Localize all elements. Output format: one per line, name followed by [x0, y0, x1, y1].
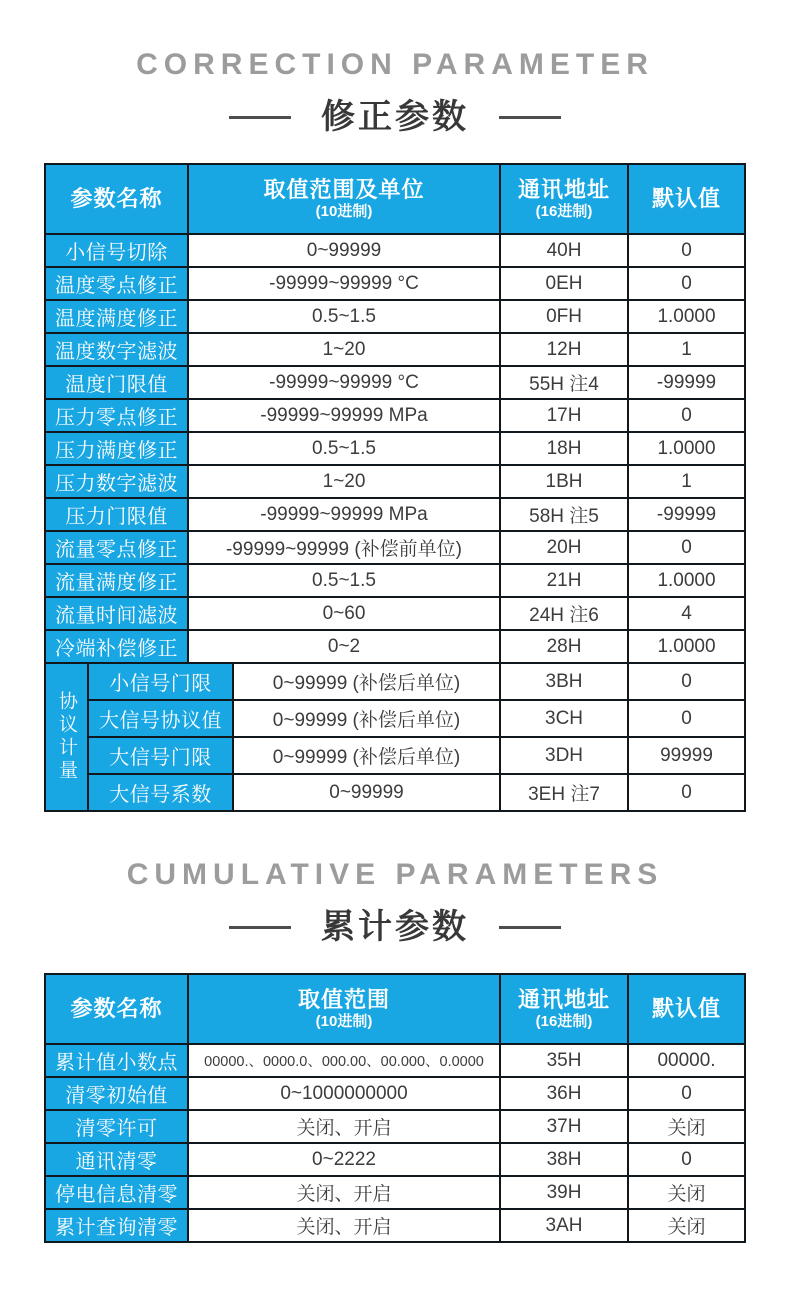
table-row — [45, 366, 745, 399]
param-name-cell: 通讯清零 — [45, 1143, 188, 1176]
address-cell: 55H 注4 — [500, 366, 628, 399]
param-name-cell: 清零许可 — [45, 1110, 188, 1143]
range-cell: 0~60 — [188, 597, 500, 630]
table-row — [45, 630, 745, 663]
table-row — [45, 267, 745, 300]
address-cell: 3CH — [500, 700, 628, 737]
table-row — [45, 774, 745, 811]
table-row — [45, 737, 745, 774]
range-cell: 00000.、0000.0、000.00、00.000、0.0000 — [188, 1044, 500, 1077]
col-header-range — [188, 164, 500, 234]
range-cell: 0~2 — [188, 630, 500, 663]
address-cell: 21H — [500, 564, 628, 597]
range-cell: 0.5~1.5 — [188, 564, 500, 597]
col-header-address-line2: (16进制) — [535, 203, 593, 221]
param-name-cell: 压力数字滤波 — [45, 465, 188, 498]
param-name-cell: 小信号切除 — [45, 234, 188, 267]
address-cell: 17H — [500, 399, 628, 432]
title-dash-left — [229, 926, 291, 929]
default-cell: -99999 — [628, 366, 745, 399]
table-row — [45, 465, 745, 498]
address-cell: 37H — [500, 1110, 628, 1143]
col-header-address-line1: 通讯地址 — [518, 176, 611, 202]
correction-table-header — [45, 164, 745, 234]
table-row — [45, 564, 745, 597]
col-header-name — [45, 164, 188, 234]
range-cell: 0.5~1.5 — [188, 432, 500, 465]
correction-title-zh: 修正参数 — [321, 98, 469, 136]
address-cell: 3DH — [500, 737, 628, 774]
col-header-default — [628, 164, 745, 234]
col-header-default-label: 默认值 — [652, 185, 722, 211]
default-cell: 0 — [628, 267, 745, 300]
table-row — [45, 700, 745, 737]
address-cell: 35H — [500, 1044, 628, 1077]
table-row — [45, 399, 745, 432]
default-cell: 关闭 — [628, 1110, 745, 1143]
table-row — [45, 663, 745, 700]
address-cell: 3EH 注7 — [500, 774, 628, 811]
col-header-address-line2: (16进制) — [535, 1013, 593, 1031]
range-cell: 关闭、开启 — [188, 1176, 500, 1209]
table-row — [45, 1143, 745, 1176]
range-cell: -99999~99999 °C — [188, 366, 500, 399]
default-cell: 0 — [628, 531, 745, 564]
param-name-cell: 压力满度修正 — [45, 432, 188, 465]
correction-title-zh-row — [0, 97, 790, 137]
address-cell: 58H 注5 — [500, 498, 628, 531]
range-cell: -99999~99999 MPa — [188, 498, 500, 531]
table-row — [45, 597, 745, 630]
range-cell: 0~99999 — [188, 234, 500, 267]
correction-table — [44, 163, 746, 812]
address-cell: 24H 注6 — [500, 597, 628, 630]
group-label-cell: 协议计量 — [45, 663, 88, 811]
address-cell: 12H — [500, 333, 628, 366]
col-header-address — [500, 164, 628, 234]
range-cell: 0~99999 (补偿后单位) — [233, 663, 500, 700]
range-cell: 1~20 — [188, 465, 500, 498]
param-name-cell: 累计值小数点 — [45, 1044, 188, 1077]
param-name-cell: 大信号系数 — [88, 774, 233, 811]
default-cell: 99999 — [628, 737, 745, 774]
default-cell: 关闭 — [628, 1176, 745, 1209]
range-cell: -99999~99999 MPa — [188, 399, 500, 432]
address-cell: 0EH — [500, 267, 628, 300]
address-cell: 3AH — [500, 1209, 628, 1242]
param-name-cell: 大信号协议值 — [88, 700, 233, 737]
param-name-cell: 温度零点修正 — [45, 267, 188, 300]
default-cell: 1.0000 — [628, 630, 745, 663]
default-cell: 1.0000 — [628, 300, 745, 333]
address-cell: 1BH — [500, 465, 628, 498]
default-cell: 1.0000 — [628, 564, 745, 597]
param-name-cell: 温度满度修正 — [45, 300, 188, 333]
default-cell: -99999 — [628, 498, 745, 531]
col-header-name — [45, 974, 188, 1044]
header-row — [45, 974, 745, 1044]
range-cell: 0.5~1.5 — [188, 300, 500, 333]
col-header-default-label: 默认值 — [651, 995, 721, 1021]
col-header-range-line1: 取值范围 — [297, 986, 390, 1012]
param-name-cell: 温度门限值 — [45, 366, 188, 399]
table-row — [45, 234, 745, 267]
spec-page — [0, 48, 790, 1243]
range-cell: 1~20 — [188, 333, 500, 366]
table-row — [45, 432, 745, 465]
default-cell: 0 — [628, 234, 745, 267]
range-cell: -99999~99999 °C — [188, 267, 500, 300]
range-cell: 0~2222 — [188, 1143, 500, 1176]
table-row — [45, 531, 745, 564]
default-cell: 1 — [628, 333, 745, 366]
default-cell: 0 — [628, 663, 745, 700]
default-cell: 1.0000 — [628, 432, 745, 465]
address-cell: 28H — [500, 630, 628, 663]
default-cell: 0 — [628, 1143, 745, 1176]
col-header-range — [188, 974, 500, 1044]
address-cell: 39H — [500, 1176, 628, 1209]
title-dash-right — [499, 116, 561, 119]
default-cell: 0 — [628, 700, 745, 737]
address-cell: 18H — [500, 432, 628, 465]
param-name-cell: 小信号门限 — [88, 663, 233, 700]
title-dash-right — [499, 926, 561, 929]
col-header-name-label: 参数名称 — [70, 185, 163, 211]
col-header-name-label: 参数名称 — [70, 995, 163, 1021]
param-name-cell: 压力门限值 — [45, 498, 188, 531]
cumulative-table-body — [45, 1044, 745, 1242]
range-cell: 0~99999 (补偿后单位) — [233, 737, 500, 774]
correction-title-en: CORRECTION PARAMETER — [136, 48, 654, 81]
table-row — [45, 1176, 745, 1209]
param-name-cell: 累计查询清零 — [45, 1209, 188, 1242]
table-row — [45, 1077, 745, 1110]
param-name-cell: 停电信息清零 — [45, 1176, 188, 1209]
range-cell: 0~99999 (补偿后单位) — [233, 700, 500, 737]
table-row — [45, 1209, 745, 1242]
table-row — [45, 333, 745, 366]
table-row — [45, 300, 745, 333]
address-cell: 20H — [500, 531, 628, 564]
cumulative-table-header — [45, 974, 745, 1044]
default-cell: 4 — [628, 597, 745, 630]
cumulative-table — [44, 973, 746, 1243]
param-name-cell: 大信号门限 — [88, 737, 233, 774]
table-row — [45, 1110, 745, 1143]
col-header-range-line1: 取值范围及单位 — [263, 176, 425, 202]
default-cell: 1 — [628, 465, 745, 498]
cumulative-title-zh-row — [0, 907, 790, 947]
col-header-address — [500, 974, 628, 1044]
col-header-range-line2: (10进制) — [315, 1013, 373, 1031]
param-name-cell: 清零初始值 — [45, 1077, 188, 1110]
address-cell: 38H — [500, 1143, 628, 1176]
default-cell: 0 — [628, 1077, 745, 1110]
param-name-cell: 温度数字滤波 — [45, 333, 188, 366]
param-name-cell: 流量满度修正 — [45, 564, 188, 597]
cumulative-title-en: CUMULATIVE PARAMETERS — [126, 858, 664, 891]
correction-table-body — [45, 234, 745, 811]
range-cell: 关闭、开启 — [188, 1110, 500, 1143]
address-cell: 3BH — [500, 663, 628, 700]
default-cell: 00000. — [628, 1044, 745, 1077]
param-name-cell: 流量时间滤波 — [45, 597, 188, 630]
col-header-default — [628, 974, 745, 1044]
range-cell: -99999~99999 (补偿前单位) — [188, 531, 500, 564]
table-row — [45, 1044, 745, 1077]
range-cell: 0~99999 — [233, 774, 500, 811]
address-cell: 40H — [500, 234, 628, 267]
header-row — [45, 164, 745, 234]
param-name-cell: 压力零点修正 — [45, 399, 188, 432]
col-header-address-line1: 通讯地址 — [517, 986, 610, 1012]
address-cell: 0FH — [500, 300, 628, 333]
title-dash-left — [229, 116, 291, 119]
default-cell: 0 — [628, 774, 745, 811]
default-cell: 0 — [628, 399, 745, 432]
cumulative-title-zh: 累计参数 — [321, 908, 469, 946]
param-name-cell: 流量零点修正 — [45, 531, 188, 564]
range-cell: 0~1000000000 — [188, 1077, 500, 1110]
range-cell: 关闭、开启 — [188, 1209, 500, 1242]
param-name-cell: 冷端补偿修正 — [45, 630, 188, 663]
default-cell: 关闭 — [628, 1209, 745, 1242]
col-header-range-line2: (10进制) — [315, 203, 373, 221]
table-row — [45, 498, 745, 531]
address-cell: 36H — [500, 1077, 628, 1110]
